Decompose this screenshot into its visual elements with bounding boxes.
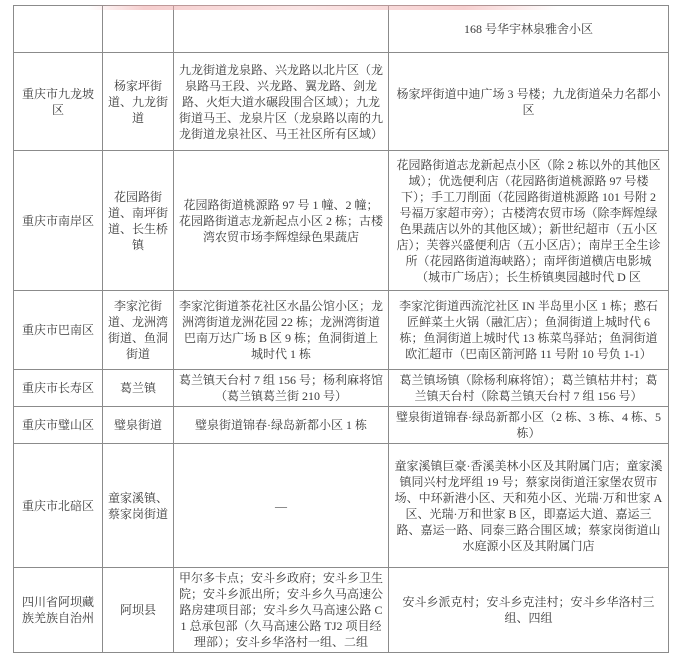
table-row	[14, 151, 669, 291]
streets-cell: 璧泉街道	[103, 407, 174, 444]
area-list-b-cell: 安斗乡派克村；安斗乡克洼村；安斗乡华洛村三组、四组	[389, 568, 669, 653]
table-row	[14, 53, 669, 151]
streets-cell: 花园路街道、南坪街道、长生桥镇	[103, 151, 174, 291]
region-cell: 重庆市长寿区	[14, 370, 103, 407]
region-cell: 重庆市巴南区	[14, 291, 103, 370]
streets-cell: 童家溪镇、蔡家岗街道	[103, 444, 174, 568]
region-cell: 重庆市璧山区	[14, 407, 103, 444]
area-list-a-cell: —	[174, 444, 389, 568]
area-list-a-cell: 甲尔多卡点；安斗乡政府；安斗乡卫生院；安斗乡派出所；安斗乡久马高速公路房建项目部；安斗乡久马高速公路 C1 总承包部（久马高速公路 TJ2 项目经理部）；安斗乡华洛村一组、二组	[174, 568, 389, 653]
table-row	[14, 370, 669, 407]
scan-artifact-pink-smudge	[88, 5, 558, 10]
table-row	[14, 6, 669, 53]
streets-cell	[103, 6, 174, 53]
area-list-a-cell: 花园路街道桃源路 97 号 1 幢、2 幢；花园路街道志龙新起点小区 2 栋；古楼湾农贸市场李辉煌绿色果蔬店	[174, 151, 389, 291]
area-list-a-cell	[174, 6, 389, 53]
area-list-a-cell: 葛兰镇天台村 7 组 156 号；杨利麻将馆（葛兰镇葛兰街 210 号）	[174, 370, 389, 407]
streets-cell: 杨家坪街道、九龙街道	[103, 53, 174, 151]
risk-area-table	[13, 5, 669, 653]
area-list-b-cell: 杨家坪街道中迪广场 3 号楼；九龙街道朵力名都小区	[389, 53, 669, 151]
region-cell	[14, 6, 103, 53]
area-list-b-cell: 璧泉街道锦春·绿岛新都小区（2 栋、3 栋、4 栋、5 栋）	[389, 407, 669, 444]
region-cell: 四川省阿坝藏族羌族自治州	[14, 568, 103, 653]
streets-cell: 李家沱街道、龙洲湾街道、鱼洞街道	[103, 291, 174, 370]
area-list-b-cell: 童家溪镇巨豪·香溪美林小区及其附属门店；童家溪镇同兴村龙坪组 19 号；蔡家岗街道汪家堡农贸市场、中环新港小区、天和苑小区、光瑞·万和世家 A 区、光瑞·万和世家 B 区，即嘉运大道、嘉运三路、嘉运一路、同泰三路合围区域；蔡家岗街道山水庭源小区及其附属门店	[389, 444, 669, 568]
region-cell: 重庆市南岸区	[14, 151, 103, 291]
table-row	[14, 291, 669, 370]
streets-cell: 阿坝县	[103, 568, 174, 653]
table-row	[14, 568, 669, 653]
area-list-b-cell: 168 号华宇林泉雅舍小区	[389, 6, 669, 53]
table-row	[14, 444, 669, 568]
area-list-a-cell: 璧泉街道锦春·绿岛新都小区 1 栋	[174, 407, 389, 444]
streets-cell: 葛兰镇	[103, 370, 174, 407]
area-list-b-cell: 花园路街道志龙新起点小区（除 2 栋以外的其他区域）；优选便利店（花园路街道桃源路 97 号楼下）；手工刀削面（花园路街道桃源路 101 号附 2 号福万家超市旁）；古楼湾农贸市场（除李辉煌绿色果蔬店以外的其他区域）；新世纪超市（五小区店）；芙蓉兴盛便利店（五小区店）；南岸王全生诊所（花园路街道海峡路）；南坪街道横店电影城（城市广场店）；长生桥镇奥园越时代 D 区	[389, 151, 669, 291]
region-cell: 重庆市九龙坡区	[14, 53, 103, 151]
area-list-a-cell: 李家沱街道茶花社区水晶公馆小区；龙洲湾街道龙洲花园 22 栋；龙洲湾街道巴南万达广场 B 区 9 栋；鱼洞街道上城时代 1 栋	[174, 291, 389, 370]
table-row	[14, 407, 669, 444]
area-list-a-cell: 九龙街道龙泉路、兴龙路以北片区（龙泉路马王段、兴龙路、翼龙路、剑龙路、火炬大道水碾段围合区域）；九龙街道马王、龙泉片区（龙泉路以南的九龙街道龙泉社区、马王社区所有区域）	[174, 53, 389, 151]
area-list-b-cell: 葛兰镇场镇（除杨利麻将馆）；葛兰镇枯井村；葛兰镇天台村（除葛兰镇天台村 7 组 156 号）	[389, 370, 669, 407]
area-list-b-cell: 李家沱街道西流沱社区 IN 半岛里小区 1 栋；憨石匠鲜菜土火锅（融汇店）；鱼洞街道上城时代 6 栋；鱼洞街道上城时代 13 栋菜鸟驿站；鱼洞街道欧汇超市（巴南区箭河路 11 号附 10 号负 1-1）	[389, 291, 669, 370]
region-cell: 重庆市北碚区	[14, 444, 103, 568]
